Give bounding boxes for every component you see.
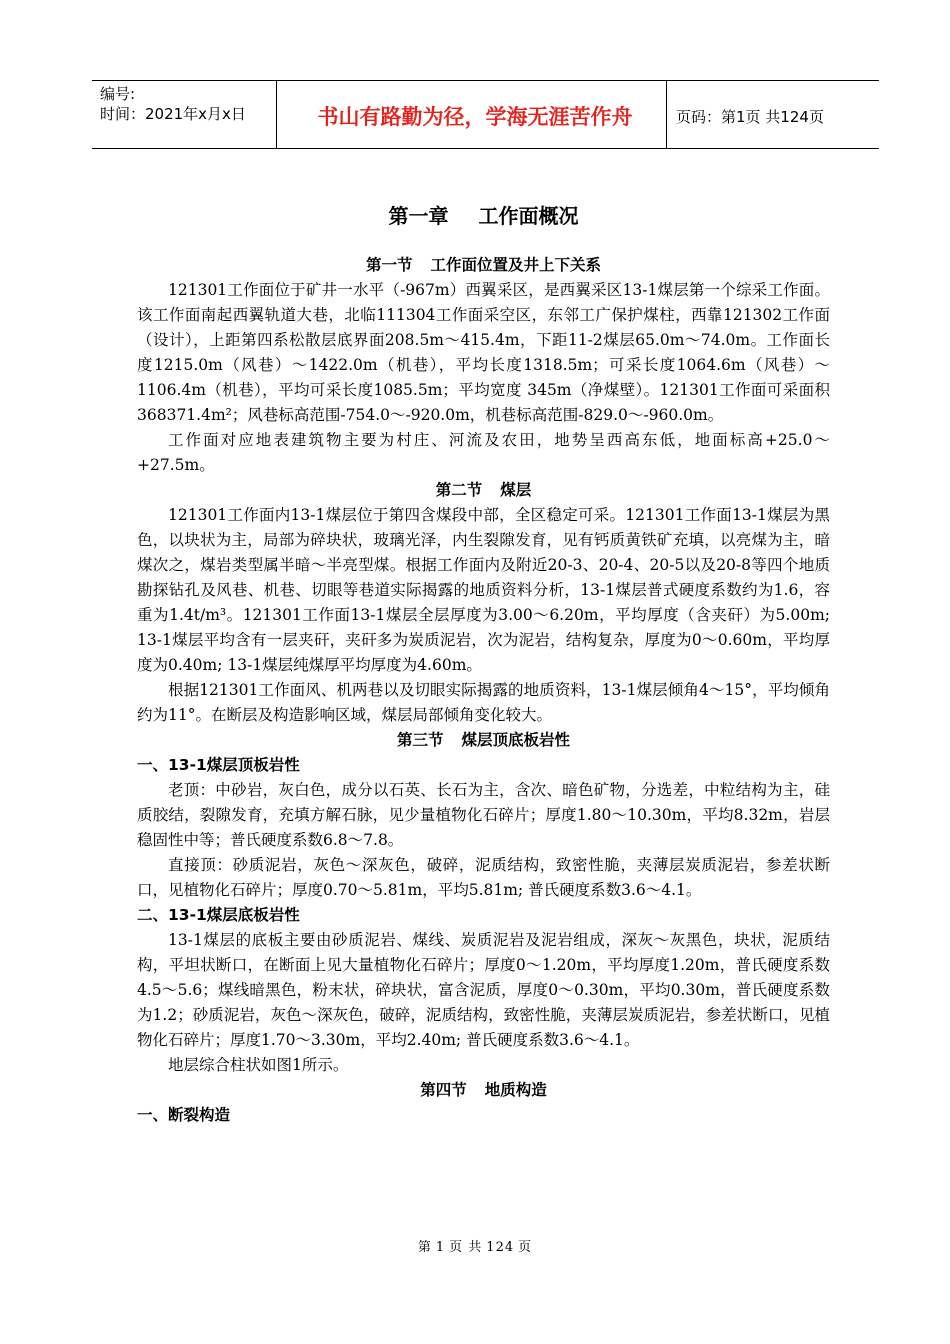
page-footer — [0, 1236, 950, 1255]
section-title: 地质构造 — [484, 1081, 547, 1099]
chapter-number: 第一章 — [388, 204, 449, 228]
section-title: 煤层 — [500, 481, 532, 499]
paragraph: 直接顶：砂质泥岩，灰色～深灰色，破碎，泥质结构，致密性脆，夹薄层炭质泥岩，参差状断口，见植物化石碎片；厚度0.70～5.81m，平均5.81m; 普氏硬度系数3.6～4.1。 — [137, 856, 830, 899]
section-number: 第三节 — [396, 731, 444, 749]
paragraph: 13-1煤层的底板主要由砂质泥岩、煤线、炭质泥岩及泥岩组成，深灰～灰黑色，块状，泥质结构，平坦状断口，在断面上见大量植物化石碎片；厚度0～1.20m，平均厚度1.20m，普氏硬度系数4.5～5.6；煤线暗黑色，粉末状，碎块状，富含泥质，厚度0～0.30m，平均0.30m，普氏硬度系数为1.2；砂质泥岩，灰色～深灰色，破碎，泥质结构，致密性脆，夹薄层炭质泥岩，参差状断口，见植物化石碎片；厚度1.70～3.30m，平均2.40m; 普氏硬度系数3.6～4.1。 — [137, 931, 830, 1049]
header-page-info: 页码：第1页 共124页 — [676, 107, 824, 126]
paragraph: 121301工作面内13-1煤层位于第四含煤段中部，全区稳定可采。121301工作面13-1煤层为黑色，以块状为主，局部为碎块状，玻璃光泽，内生裂隙发育，见有钙质黄铁矿充填，以亮煤为主，暗煤次之，煤岩类型属半暗～半亮型煤。根据工作面内及附近20-3、20-4、20-5以及20-8等四个地质勘探钻孔及风巷、机巷、切眼等巷道实际揭露的地质资料分析，13-1煤层普式硬度系数约为1.6，容重为1.4t/m³。121301工作面13-1煤层全层厚度为3.00～6.20m，平均厚度（含夹矸）为5.00m; 13-1煤层平均含有一层夹矸，夹矸多为炭质泥岩，次为泥岩，结构复杂，厚度为0～0.60m，平均厚度为0.40m; 13-1煤层纯煤厚平均厚度为4.60m。 — [137, 506, 830, 674]
paragraph: 地层综合柱状如图1所示。 — [168, 1056, 349, 1074]
section-heading — [137, 478, 830, 503]
header-divider-left — [276, 80, 277, 148]
subheading-roof: 一、13-1煤层顶板岩性 — [137, 756, 300, 774]
document-body — [137, 200, 830, 1128]
paragraph: 121301工作面位于矿井一水平（-967m）西翼采区，是西翼采区13-1煤层第一个综采工作面。该工作面南起西翼轨道大巷，北临111304工作面采空区，东邻工广保护煤柱，西靠121302工作面（设计），上距第四系松散层底界面208.5m～415.4m，下距11-2煤层65.0m～74.0m。工作面长度1215.0m（风巷）～1422.0m（机巷），平均长度1318.5m；可采长度1064.6m（风巷）～1106.4m（机巷），平均可采长度1085.5m；平均宽度 345m（净煤壁）。121301工作面可采面积368371.4m²；风巷标高范围-754.0～-920.0m，机巷标高范围-829.0～-960.0m。 — [137, 281, 830, 424]
serial-label: 编号: — [100, 85, 136, 103]
time-label: 时间：2021年x月x日 — [100, 105, 246, 123]
footer-prefix: 第 — [417, 1240, 432, 1255]
header-meta — [100, 84, 246, 124]
footer-total-pages: 124 — [486, 1240, 515, 1255]
section-heading — [137, 1078, 830, 1103]
chapter-name: 工作面概况 — [478, 204, 579, 228]
section-title: 煤层顶底板岩性 — [461, 731, 571, 749]
header-bottom-rule — [92, 148, 879, 149]
footer-suffix: 页 — [518, 1240, 533, 1255]
chapter-title — [137, 200, 830, 229]
subheading-floor: 二、13-1煤层底板岩性 — [137, 906, 300, 924]
section-number: 第一节 — [365, 256, 413, 274]
section-title: 工作面位置及井上下关系 — [430, 256, 602, 274]
section-heading — [137, 728, 830, 753]
header-motto: 书山有路勤为径，学海无涯苦作舟 — [317, 105, 633, 129]
footer-mid: 页 共 — [449, 1240, 483, 1255]
footer-page-number: 1 — [435, 1240, 446, 1255]
paragraph: 老顶：中砂岩，灰白色，成分以石英、长石为主，含次、暗色矿物，分选差，中粒结构为主，硅质胶结，裂隙发育，充填方解石脉，见少量植物化石碎片；厚度1.80～10.30m，平均8.32m，岩层稳固性中等；普氏硬度系数6.8～7.8。 — [137, 781, 830, 849]
paragraph: 工作面对应地表建筑物主要为村庄、河流及农田，地势呈西高东低，地面标高+25.0～+27.5m。 — [137, 431, 830, 474]
header-divider-right — [666, 80, 667, 148]
section-heading — [137, 253, 830, 278]
header-top-rule — [92, 80, 879, 81]
section-number: 第二节 — [435, 481, 483, 499]
paragraph: 根据121301工作面风、机两巷以及切眼实际揭露的地质资料，13-1煤层倾角4～15°，平均倾角约为11°。在断层及构造影响区域，煤层局部倾角变化较大。 — [137, 681, 830, 724]
section-number: 第四节 — [420, 1081, 467, 1099]
subheading-fault: 一、断裂构造 — [137, 1106, 231, 1124]
